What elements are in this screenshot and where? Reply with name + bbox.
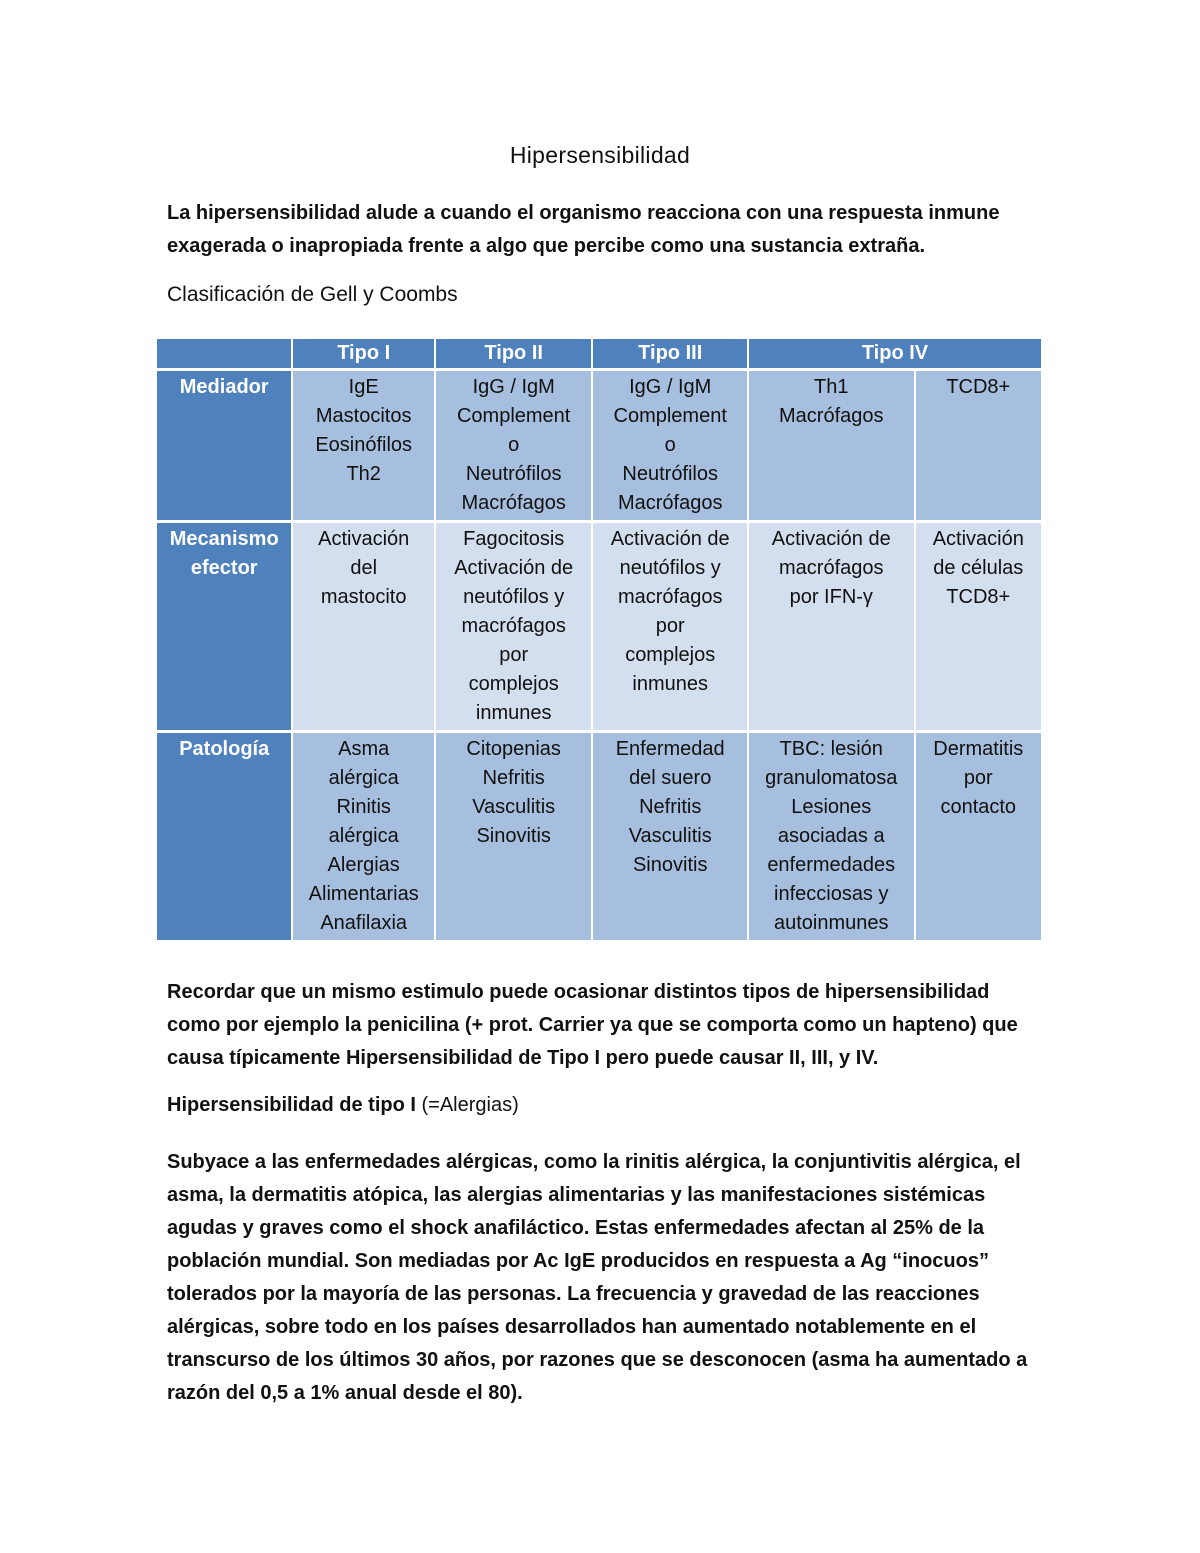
cell-mecanismo-tipo-3 — [593, 523, 747, 730]
cell-mecanismo-tipo-2 — [436, 523, 592, 730]
table-row-mediador — [157, 371, 1041, 520]
classification-title: Clasificación de Gell y Coombs — [167, 283, 458, 306]
cell-line: Fagocitosis — [463, 528, 565, 550]
cell-line: Activación de — [771, 528, 891, 550]
cell-patologia-tipo-4-tcd8 — [916, 733, 1041, 940]
cell-line: Macrófagos — [617, 492, 723, 514]
cell-line: Dermatitis — [933, 738, 1024, 760]
cell-mediador-tipo-4-tcd8 — [916, 371, 1041, 520]
cell-line: alérgica — [328, 825, 399, 847]
cell-line: Activación — [932, 528, 1024, 550]
cell-line: contacto — [940, 796, 1017, 818]
row-label-mecanismo — [157, 523, 291, 730]
cell-mecanismo-tipo-4-th1 — [749, 523, 914, 730]
gell-coombs-table — [155, 336, 1043, 943]
body-line: transcurso de los últimos 30 años, por razones que se desconocen (asma ha aumentado a — [167, 1349, 1028, 1371]
cell-line: TCD8+ — [946, 376, 1011, 398]
reminder-line: como por ejemplo la penicilina (+ prot. Carrier ya que se comporta como un hapteno) que — [167, 1014, 1018, 1036]
cell-patologia-tipo-3 — [593, 733, 747, 940]
cell-line: del — [350, 557, 378, 579]
table-row-patologia — [157, 733, 1041, 940]
cell-line: Complement — [456, 405, 571, 427]
cell-line: de células — [933, 557, 1024, 579]
cell-line: inmunes — [632, 673, 709, 695]
type-1-body-paragraph — [167, 1146, 1047, 1410]
cell-line: Complement — [613, 405, 727, 427]
cell-line: Nefritis — [482, 767, 545, 789]
section-heading-rest: (=Alergias) — [415, 1094, 519, 1116]
cell-patologia-tipo-4-th1 — [749, 733, 914, 940]
cell-line: Eosinófilos — [315, 434, 413, 456]
cell-line: Alimentarias — [308, 883, 419, 905]
cell-line: inmunes — [475, 702, 552, 724]
cell-line: complejos — [625, 644, 716, 666]
cell-line: macrófagos — [779, 557, 884, 579]
cell-mediador-tipo-3 — [593, 371, 747, 520]
table-header-type-1: Tipo I — [293, 339, 433, 368]
cell-line: Activación de — [454, 557, 574, 579]
body-line: razón del 0,5 a 1% anual desde el 80). — [167, 1382, 523, 1404]
row-label-patologia — [157, 733, 291, 940]
cell-line: Vasculitis — [628, 825, 712, 847]
table-header-row — [157, 339, 1041, 368]
cell-line: complejos — [468, 673, 559, 695]
section-heading-type-1 — [167, 1094, 519, 1117]
body-line: Subyace a las enfermedades alérgicas, como la rinitis alérgica, la conjuntivitis alérgica, el — [167, 1151, 1021, 1173]
cell-line: Sinovitis — [476, 825, 551, 847]
reminder-paragraph — [167, 976, 1047, 1075]
cell-mediador-tipo-1 — [293, 371, 433, 520]
cell-line: granulomatosa — [765, 767, 898, 789]
table-header-type-3: Tipo III — [593, 339, 747, 368]
cell-line: TBC: lesión — [779, 738, 883, 760]
table-header-type-4: Tipo IV — [749, 339, 1041, 368]
cell-line: IgG / IgM — [472, 376, 555, 398]
cell-line: Vasculitis — [472, 796, 556, 818]
cell-line: alérgica — [328, 767, 399, 789]
row-label-mediador — [157, 371, 291, 520]
cell-line: Neutrófilos — [622, 463, 719, 485]
cell-line: IgE — [348, 376, 379, 398]
cell-line: por IFN-γ — [789, 586, 873, 608]
cell-line: Asma — [338, 738, 390, 760]
cell-line: o — [508, 434, 520, 456]
cell-line: por — [655, 615, 685, 637]
cell-mediador-tipo-4-th1 — [749, 371, 914, 520]
cell-line: enfermedades — [767, 854, 896, 876]
table-row-mecanismo — [157, 523, 1041, 730]
cell-mediador-tipo-2 — [436, 371, 592, 520]
row-label-line: Mecanismo — [169, 528, 279, 550]
cell-line: Th1 — [814, 376, 849, 398]
cell-patologia-tipo-2 — [436, 733, 592, 940]
cell-line: Anafilaxia — [320, 912, 408, 934]
intro-line: exagerada o inapropiada frente a algo que percibe como una sustancia extraña. — [167, 235, 926, 257]
intro-paragraph — [167, 197, 1047, 263]
reminder-line: Recordar que un mismo estimulo puede ocasionar distintos tipos de hipersensibilidad — [167, 981, 990, 1003]
cell-line: Neutrófilos — [465, 463, 562, 485]
table-header-type-2: Tipo II — [436, 339, 592, 368]
cell-mecanismo-tipo-4-tcd8 — [916, 523, 1041, 730]
cell-line: o — [664, 434, 676, 456]
cell-mecanismo-tipo-1 — [293, 523, 433, 730]
cell-line: del suero — [629, 767, 712, 789]
cell-line: mastocito — [320, 586, 407, 608]
body-line: agudas y graves como el shock anafiláctico. Estas enfermedades afectan al 25% de la — [167, 1217, 985, 1239]
reminder-line: causa típicamente Hipersensibilidad de Tipo I pero puede causar II, III, y IV. — [167, 1047, 879, 1069]
cell-line: Mastocitos — [315, 405, 412, 427]
cell-line: Rinitis — [336, 796, 391, 818]
row-label-line: Mediador — [179, 376, 269, 398]
cell-line: Macrófagos — [461, 492, 566, 514]
body-line: tolerados por la mayoría de las personas. La frecuencia y gravedad de las reacciones — [167, 1283, 980, 1305]
cell-line: Th2 — [346, 463, 381, 485]
table-header-empty — [157, 339, 291, 368]
cell-line: Macrófagos — [779, 405, 884, 427]
body-line: asma, la dermatitis atópica, las alergias alimentarias y las manifestaciones sistémicas — [167, 1184, 986, 1206]
cell-line: infecciosas y — [774, 883, 889, 905]
cell-line: macrófagos — [617, 586, 723, 608]
cell-line: Activación de — [610, 528, 730, 550]
intro-line: La hipersensibilidad alude a cuando el organismo reacciona con una respuesta inmune — [167, 202, 1000, 224]
cell-patologia-tipo-1 — [293, 733, 433, 940]
cell-line: Alergias — [327, 854, 400, 876]
cell-line: macrófagos — [461, 615, 566, 637]
cell-line: autoinmunes — [773, 912, 889, 934]
row-label-line: efector — [190, 557, 258, 579]
section-heading-bold: Hipersensibilidad de tipo I — [167, 1094, 416, 1116]
cell-line: Citopenias — [466, 738, 561, 760]
cell-line: neutófilos y — [463, 586, 565, 608]
cell-line: Nefritis — [639, 796, 702, 818]
cell-line: neutófilos y — [619, 557, 721, 579]
body-line: alérgicas, sobre todo en los países desarrollados han aumentado notablemente en el — [167, 1316, 977, 1338]
cell-line: por — [499, 644, 529, 666]
body-line: población mundial. Son mediadas por Ac IgE producidos en respuesta a Ag “inocuos” — [167, 1250, 989, 1272]
cell-line: asociadas a — [777, 825, 885, 847]
cell-line: Activación — [318, 528, 410, 550]
row-label-line: Patología — [179, 738, 270, 760]
cell-line: Lesiones — [791, 796, 872, 818]
cell-line: TCD8+ — [946, 586, 1011, 608]
cell-line: por — [963, 767, 993, 789]
cell-line: Sinovitis — [632, 854, 708, 876]
document-title: Hipersensibilidad — [509, 142, 691, 168]
cell-line: Enfermedad — [615, 738, 725, 760]
cell-line: IgG / IgM — [629, 376, 712, 398]
